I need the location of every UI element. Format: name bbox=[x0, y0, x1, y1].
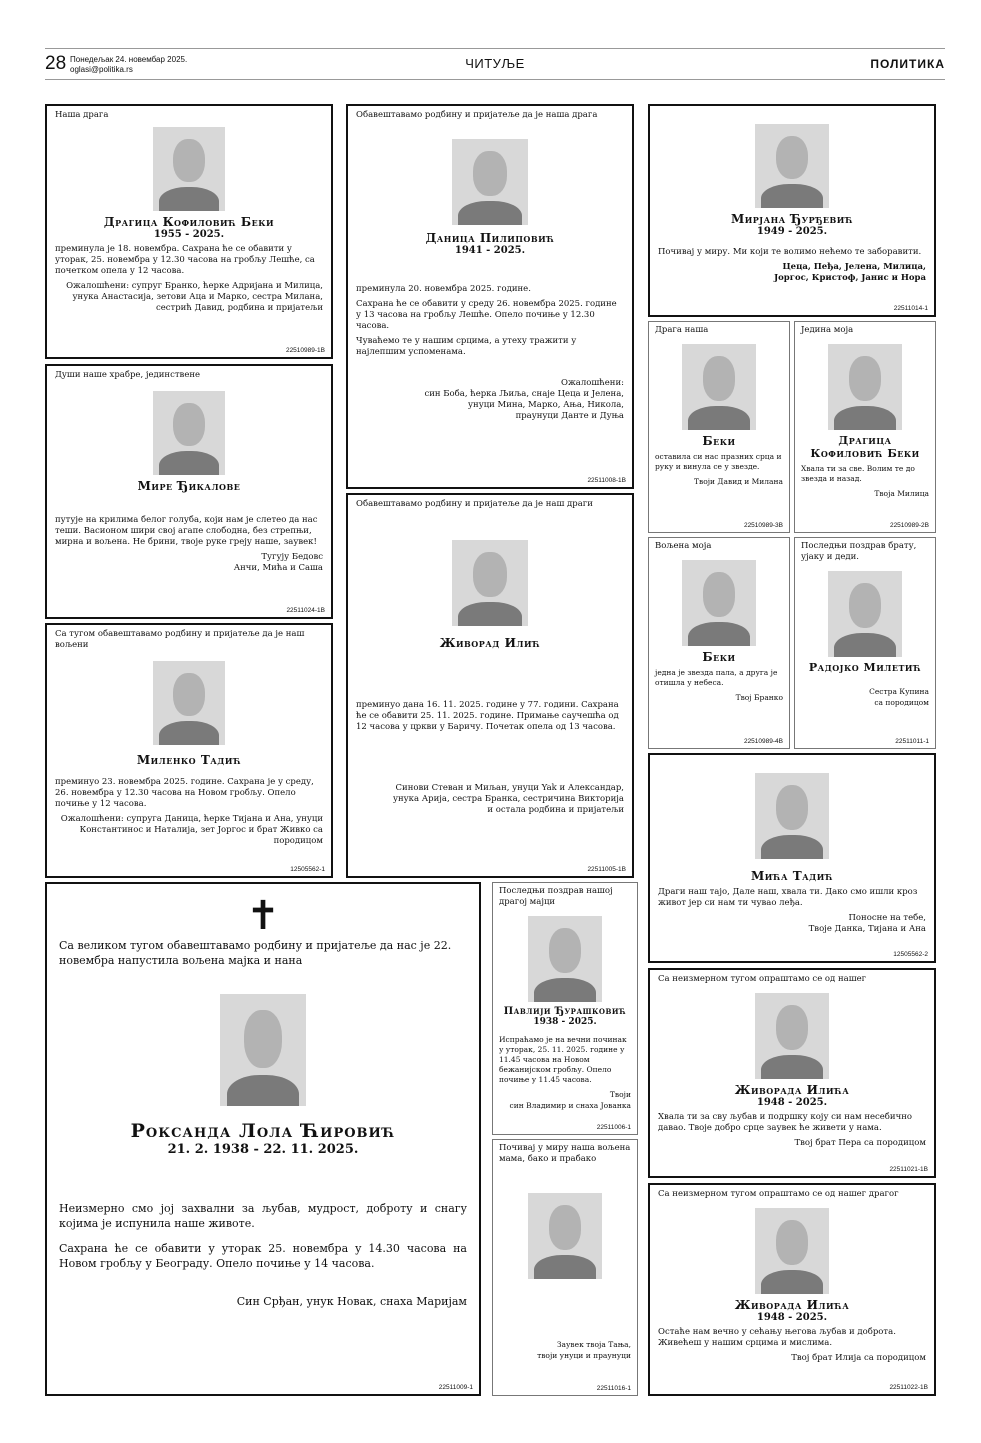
obituary-beki-children bbox=[648, 321, 790, 533]
signature: Ожалошћени: супруг Бранко, ћерке Адријана и Милица, унука Анастасија, зетови Аца и Марко, сестра Милана, сестрић Давид, родбина и пријатељи bbox=[66, 281, 323, 313]
signature: Твој Бранко bbox=[735, 693, 783, 702]
intro: Души наше храбре, јединствене bbox=[55, 370, 201, 380]
signature-line: Твоје Данка, Тијана и Ана bbox=[808, 924, 926, 934]
body-text: Неизмерно смо јој захвални за љубав, мудрост, доброту и снагу којима је испунила наше животе. bbox=[59, 1202, 467, 1230]
ad-code: 12505562-2 bbox=[893, 951, 928, 958]
intro: Са неизмерном тугом опраштамо се од нашег bbox=[658, 974, 867, 984]
deceased-name: Живорад Илић bbox=[439, 636, 541, 650]
signature-line: Заувек твоја Тања, bbox=[556, 1340, 631, 1349]
body-text: Чуваћемо те у нашим срцима, а утеху тражити у најлепшим успоменама. bbox=[356, 336, 577, 357]
signature-line: Твоји bbox=[609, 1090, 631, 1099]
obituary-beki-daughter bbox=[794, 321, 936, 533]
intro: Са неизмерном тугом опраштамо се од нашег драгог bbox=[658, 1189, 899, 1199]
obituary-beki bbox=[45, 104, 333, 359]
body-text: преминула је 18. новембра. Сахрана ће се обавити у уторак, 25. новембра у 12.30 часова на гробљу Лешће, са почетком опела у 12 часова. bbox=[55, 244, 315, 276]
ad-code: 12505562-1 bbox=[290, 866, 325, 873]
body-text: преминуо дана 16. 11. 2025. године у 77. години. Сахрана ће се обавити 25. 11. 2025. године. Примање саучешћа од 12 часова у цркви у Баричу. Почетак опела од 13 часова. bbox=[356, 700, 619, 732]
ad-code: 22511009-1 bbox=[438, 1384, 473, 1391]
deceased-name: Драгица Кофиловић Беки bbox=[810, 434, 920, 460]
life-dates: 21. 2. 1938 - 22. 11. 2025. bbox=[167, 1142, 359, 1157]
body-text: Сахрана ће се обавити у уторак 25. новембра у 14.30 часова на Новом гробљу у Београду. Опело почиње у 14 часова. bbox=[59, 1242, 467, 1270]
obituary-radojko bbox=[794, 537, 936, 749]
signature-line: Поносне на тебе, bbox=[848, 913, 926, 923]
portrait-photo bbox=[452, 540, 528, 626]
obituary-mica bbox=[648, 753, 936, 963]
intro: Обавештавамо родбину и пријатеље да је наша драга bbox=[356, 110, 598, 120]
signature-line: Тугују Бедовс bbox=[261, 552, 323, 562]
obituary-zivorad-brother-2 bbox=[648, 1183, 936, 1396]
obituary-mirjana bbox=[648, 104, 936, 317]
signature-line: Анчи, Мића и Саша bbox=[233, 563, 323, 573]
life-dates: 1948 - 2025. bbox=[756, 1097, 828, 1108]
signature-line: Ожалошћени: bbox=[561, 378, 624, 388]
deceased-name: Павлији Ђурашковић bbox=[503, 1006, 627, 1017]
signature-line: Јоргос, Кристоф, Јанис и Нора bbox=[774, 273, 926, 283]
deceased-name: Мирјана Ђурђевић bbox=[730, 212, 854, 226]
signature-line: и остала родбина и пријатељи bbox=[487, 805, 624, 815]
body-text: Драги наш тајо, Дале наш, хвала ти. Дако смо ишли кроз живот јер си нам ти чувао леђа. bbox=[658, 887, 918, 908]
obituary-zivorad bbox=[346, 493, 634, 878]
newspaper-logo: ПОЛИТИКА bbox=[870, 57, 945, 71]
signature-line: са породицом bbox=[874, 698, 929, 707]
ad-code: 22511011-1 bbox=[895, 738, 929, 745]
deceased-name: Беки bbox=[702, 434, 736, 448]
obituary-zivorad-brother bbox=[648, 968, 936, 1178]
signature bbox=[356, 783, 624, 816]
life-dates: 1948 - 2025. bbox=[756, 1312, 828, 1323]
body-text: Испраћамо је на вечни починак у уторак, 25. 11. 2025. године у 11.45 часова на Новом бежанијском гробљу. Опело почиње у 11.45 часова. bbox=[499, 1035, 627, 1084]
intro: Драга наша bbox=[655, 325, 709, 335]
signature: Твоја Милица bbox=[874, 489, 929, 498]
intro: Почивај у миру наша вољена мама, бако и прабако bbox=[499, 1143, 631, 1164]
life-dates: 1938 - 2025. bbox=[533, 1017, 597, 1027]
body-text: Остаће нам вечно у сећању његова љубав и доброта. Живећеш у нашим срцима и мислима. bbox=[658, 1327, 896, 1348]
ad-code: 22511024-1В bbox=[286, 607, 325, 614]
intro: Са великом тугом обавештавамо родбину и пријатеље да нас је 22. новембра напустила вољена мајка и нана bbox=[59, 939, 452, 967]
life-dates: 1949 - 2025. bbox=[756, 226, 828, 237]
portrait-photo bbox=[153, 127, 225, 211]
deceased-name: Радојко Милетић bbox=[808, 661, 922, 674]
page-header bbox=[45, 48, 945, 80]
body-text: преминуо 23. новембра 2025. године. Сахрана је у среду, 26. новембра у 12.30 часова на Новом гробљу. Опело почиње у 12 часова. bbox=[55, 777, 314, 809]
obituary-mire bbox=[45, 364, 333, 619]
ad-code: 22510989-1В bbox=[285, 347, 325, 354]
page-number: 28 bbox=[45, 53, 67, 74]
signature: Ожалошћени: супруга Даница, ћерке Тијана и Ана, унуци Константинос и Наталија, зет Јоргос и брат Живко са породицом bbox=[60, 814, 323, 846]
body-text: једна је звезда пала, а друга је отишла у небеса. bbox=[655, 668, 778, 687]
email-link[interactable]: oglasi@politika.rs bbox=[70, 65, 133, 74]
deceased-name: Драгица Кофиловић Беки bbox=[103, 215, 275, 229]
ad-code: 22510989-4В bbox=[743, 738, 783, 745]
life-dates: 1955 - 2025. bbox=[153, 229, 225, 240]
life-dates: 1941 - 2025. bbox=[454, 245, 526, 256]
deceased-name: Мића Тадић bbox=[750, 869, 834, 883]
deceased-name: Даница Пилиповић bbox=[425, 231, 555, 245]
ad-code: 22511022-1В bbox=[889, 1384, 928, 1391]
body-text: преминула 20. новембра 2025. године. bbox=[356, 284, 531, 294]
signature bbox=[356, 378, 624, 422]
intro: Последњи поздрав брату, ујаку и деди. bbox=[801, 541, 917, 562]
signature-line: син Владимир и снаха Јованка bbox=[509, 1101, 631, 1110]
portrait-photo bbox=[528, 916, 602, 1002]
signature-line: син Боба, ћерка Љиља, снаје Цеца и Јелена, bbox=[424, 389, 624, 399]
portrait-photo bbox=[452, 139, 528, 225]
portrait-photo bbox=[682, 344, 756, 430]
intro: Са тугом обавештавамо родбину и пријатеље да је наш вољени bbox=[55, 629, 305, 650]
ad-code: 22511008-1В bbox=[587, 477, 626, 484]
signature bbox=[499, 1089, 631, 1111]
portrait-photo bbox=[153, 391, 225, 475]
portrait-photo bbox=[755, 1208, 829, 1294]
body-text: Сахрана ће се обавити у среду 26. новембра 2025. године у 13 часова на гробљу Лешће. Опело почиње у 12.30 часова. bbox=[356, 299, 617, 331]
signature-line: унуци Мина, Марко, Ања, Никола, bbox=[468, 400, 624, 410]
intro: Последњи поздрав нашој драгој мајци bbox=[499, 886, 613, 907]
portrait-photo bbox=[755, 993, 829, 1079]
signature bbox=[658, 913, 926, 935]
ad-code: 22511021-1В bbox=[889, 1166, 928, 1173]
signature-line: Цеца, Пеђа, Јелена, Милица, bbox=[782, 262, 926, 272]
signature-line: унука Арија, сестра Бранка, сестричина Викторија bbox=[392, 794, 624, 804]
portrait-photo bbox=[153, 661, 225, 745]
obituary-roksanda bbox=[45, 882, 481, 1396]
signature: Твој брат Пера са породицом bbox=[794, 1138, 926, 1148]
portrait-photo bbox=[755, 773, 829, 859]
date-text: Понедељак 24. новембар 2025. bbox=[70, 55, 188, 64]
ad-code: 22510989-2В bbox=[889, 522, 929, 529]
signature bbox=[55, 552, 323, 574]
intro: Једина моја bbox=[801, 325, 854, 335]
obituary-pavlija bbox=[492, 882, 638, 1135]
portrait-photo bbox=[528, 1193, 602, 1279]
deceased-name: Мире Ђикалове bbox=[137, 479, 241, 493]
signature: Твоји Давид и Милана bbox=[693, 477, 783, 486]
obituary-milenko bbox=[45, 623, 333, 878]
portrait-photo bbox=[828, 571, 902, 657]
ad-code: 22511016-1 bbox=[596, 1385, 631, 1392]
cross-icon: ✝ bbox=[246, 893, 280, 939]
signature bbox=[658, 262, 926, 284]
deceased-name: Миленко Тадић bbox=[136, 753, 242, 767]
obituary-danica bbox=[346, 104, 634, 489]
section-title: ЧИТУЉЕ bbox=[465, 56, 525, 71]
signature bbox=[801, 686, 929, 708]
deceased-name: Беки bbox=[702, 650, 736, 664]
obituary-beki-husband bbox=[648, 537, 790, 749]
body-text: Хвала ти за сву љубав и подршку коју си нам несебично давао. Твоје добро срце заувек ће живети у нама. bbox=[658, 1112, 912, 1133]
deceased-name: Живорада Илића bbox=[734, 1083, 850, 1097]
signature bbox=[499, 1339, 631, 1361]
body-text: Почивај у миру. Ми који те волимо нећемо те заборавити. bbox=[658, 247, 922, 257]
ad-code: 22511005-1В bbox=[587, 866, 626, 873]
deceased-name: Роксанда Лола Ћировић bbox=[130, 1120, 396, 1142]
body-text: путује на крилима белог голуба, који нам је слетео да нас теши. Васионом шири свој агапе слободна, без стрепњи, мирна и вољена. Не брини, твоје руке греју наше, заувек! bbox=[55, 515, 318, 547]
obituary-pavlija-granddaughter bbox=[492, 1139, 638, 1396]
portrait-photo bbox=[682, 560, 756, 646]
signature: Син Срђан, унук Новак, снаха Маријам bbox=[236, 1295, 467, 1308]
ad-code: 22510989-3В bbox=[743, 522, 783, 529]
ad-code: 22511006-1 bbox=[596, 1124, 631, 1131]
signature: Твој брат Илија са породицом bbox=[791, 1353, 926, 1363]
signature-line: твоји унуци и праунуци bbox=[537, 1351, 631, 1360]
deceased-name: Живорада Илића bbox=[734, 1298, 850, 1312]
intro: Обавештавамо родбину и пријатеље да је наш драги bbox=[356, 499, 593, 509]
portrait-photo bbox=[755, 124, 829, 208]
body-text: Хвала ти за све. Волим те до звезда и назад. bbox=[801, 464, 915, 483]
signature-line: Синови Стеван и Миљан, унуци Yak и Александар, bbox=[395, 783, 624, 793]
intro: Вољена моја bbox=[655, 541, 712, 551]
portrait-photo bbox=[828, 344, 902, 430]
signature-line: Сестра Купина bbox=[869, 687, 929, 696]
signature-line: праунуци Данте и Дуња bbox=[515, 411, 624, 421]
intro: Наша драга bbox=[55, 110, 109, 120]
portrait-photo bbox=[220, 994, 306, 1106]
body-text: оставила си нас празних срца и руку и винула се у звезде. bbox=[655, 452, 782, 471]
ad-code: 22511014-1 bbox=[893, 305, 928, 312]
